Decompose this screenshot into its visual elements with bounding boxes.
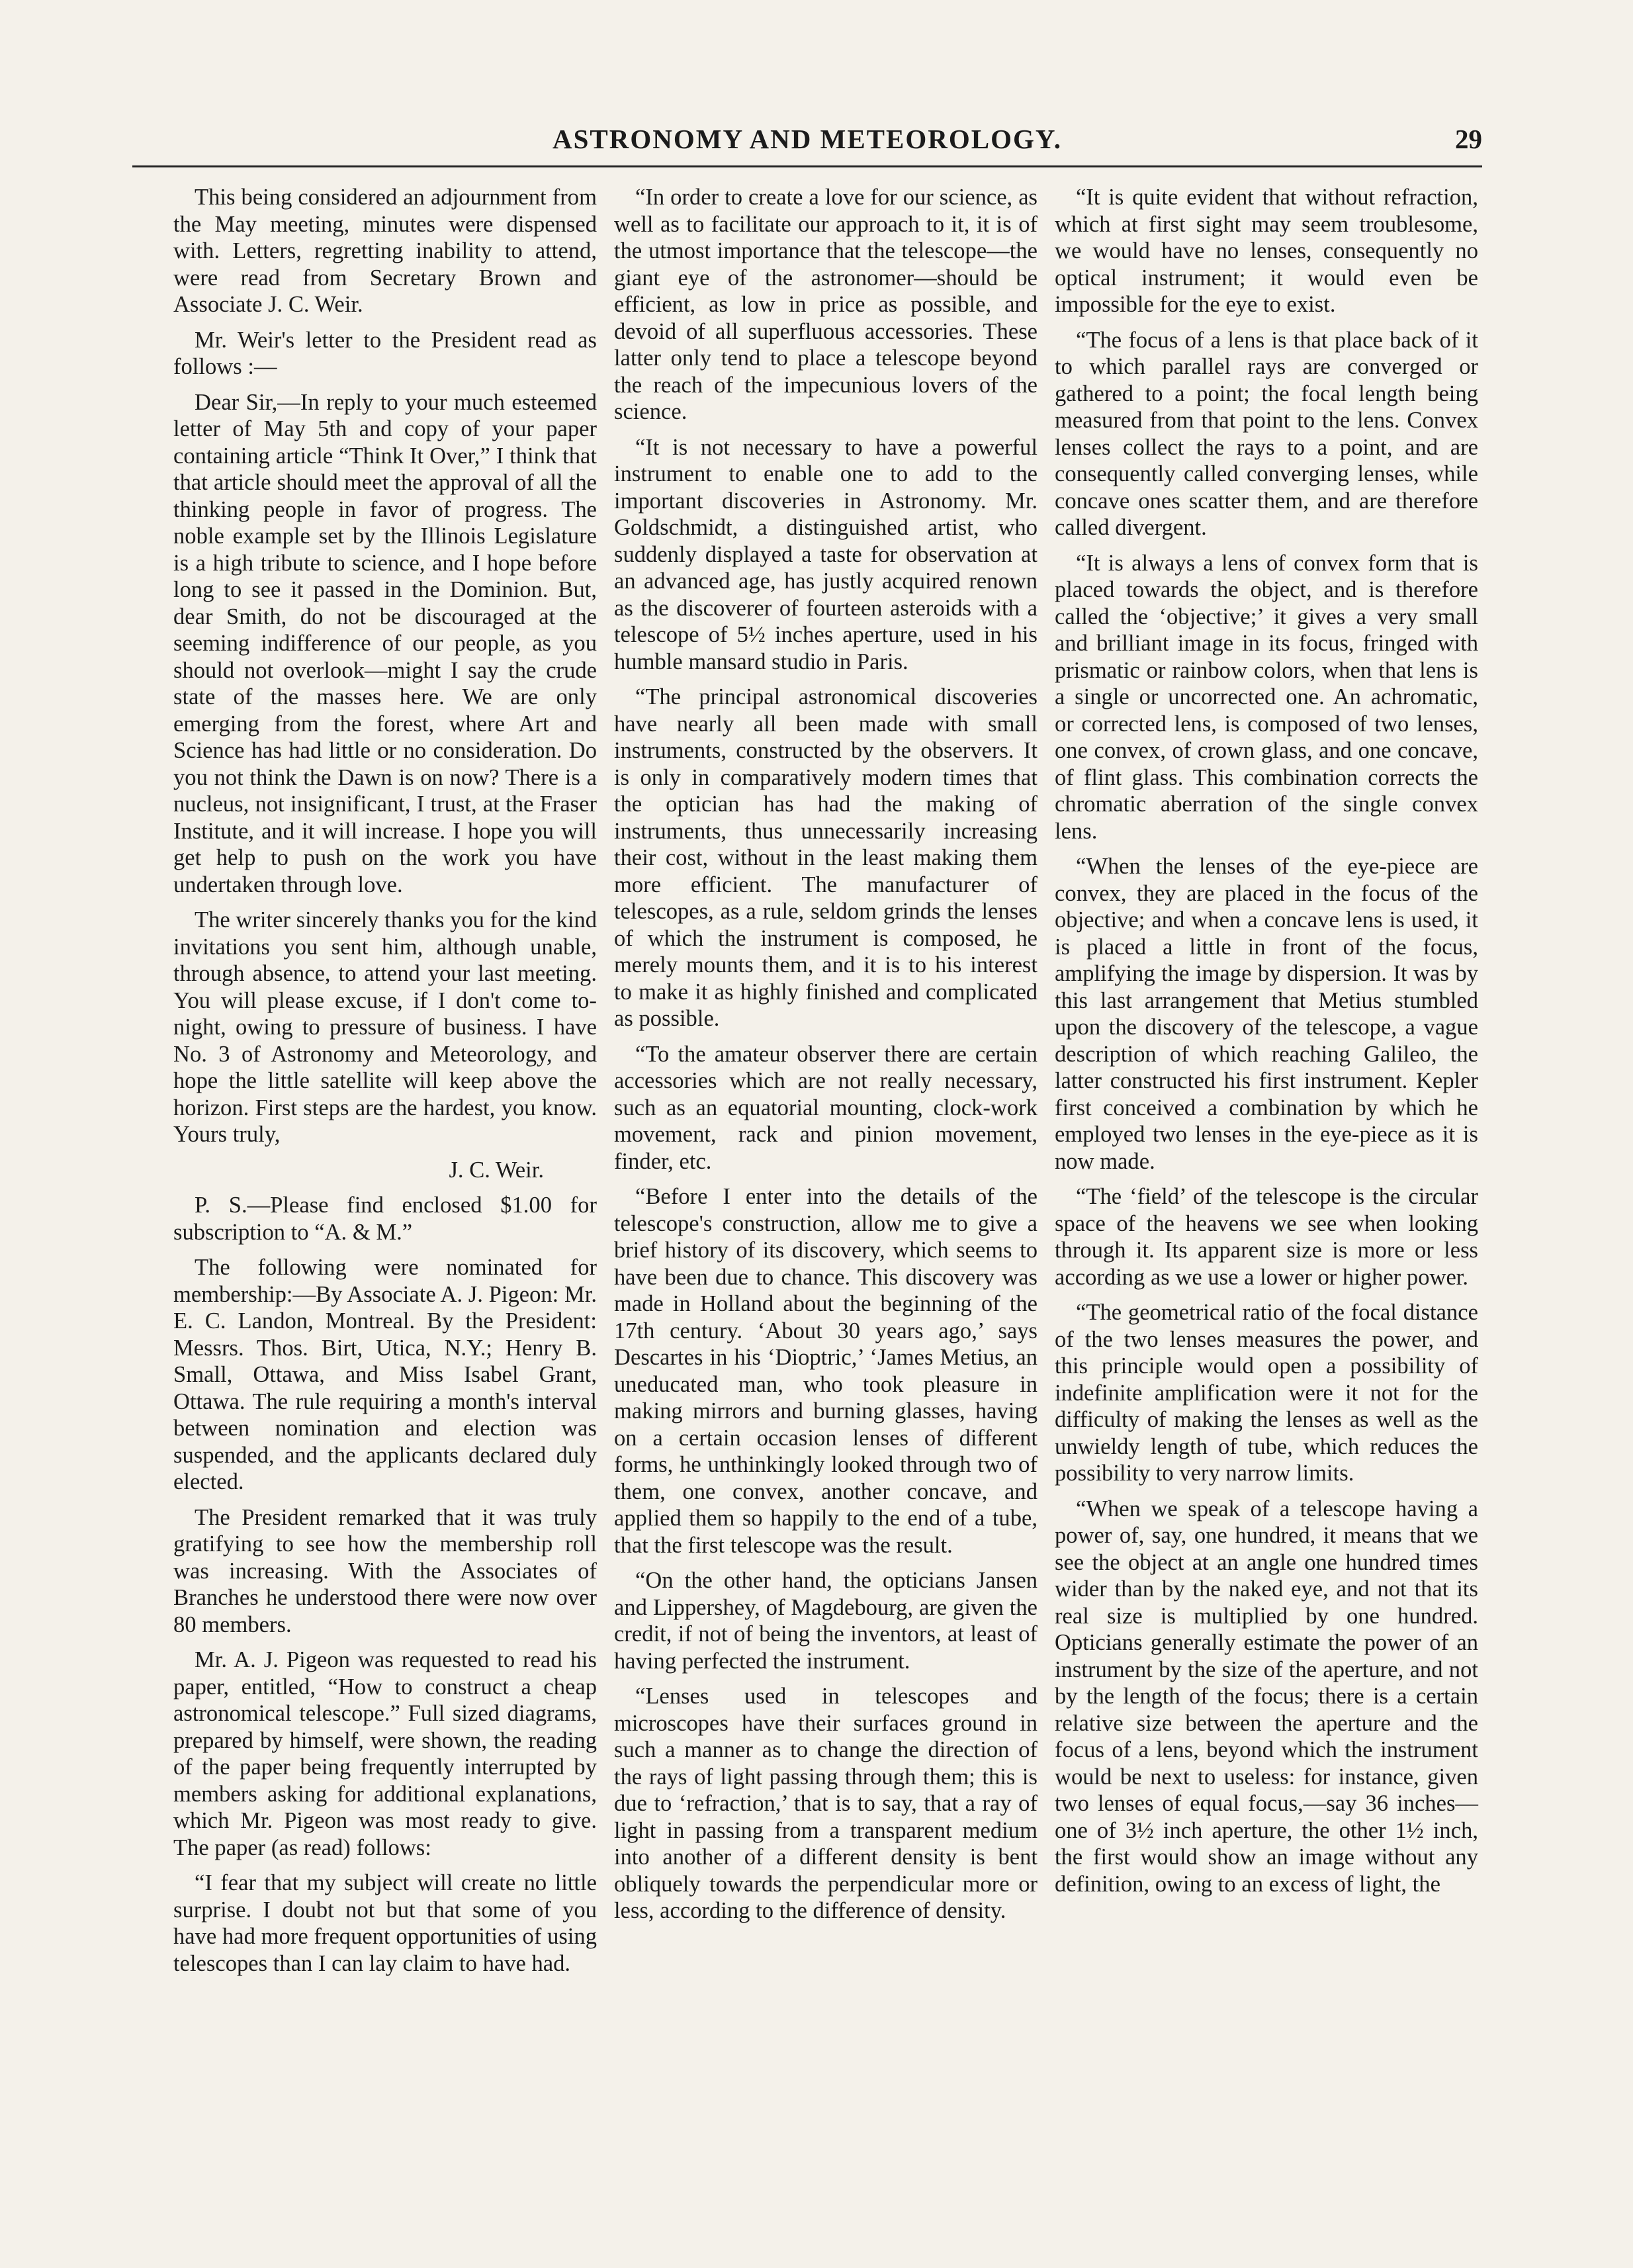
paragraph: P. S.—Please find enclosed $1.00 for subscription to “A. & M.” <box>173 1193 597 1245</box>
paragraph: “It is quite evident that without refraction, which at first sight may seem troublesome, we would have no lenses, consequently no optical instrument; it would even be impossible for the eye to exist. <box>1055 185 1478 317</box>
paragraph: “The principal astronomical discoveries have nearly all been made with small instruments, constructed by the observers. It is only in comparatively modern times that the optician has had the making of instruments, thus unnecessarily increasing their cost, without in the least making them more efficient. The manufacturer of telescopes, as a rule, seldom grinds the lenses of which the instrument is composed, he merely mounts them, and it is to his interest to make it as highly finished and complicated as possible. <box>614 684 1037 1031</box>
paragraph: “When the lenses of the eye-piece are convex, they are placed in the focus of the objective; and when a concave lens is used, it is placed a little in front of the focus, amplifying the image by dispersion. It was by this last arrangement that Metius stumbled upon the discovery of the telescope, a vague description of which reaching Galileo, the latter constructed his first instrument. Kepler first conceived a combination by which he employed two lenses in the eye-piece as it is now made. <box>1055 854 1478 1174</box>
paragraph: “It is not necessary to have a powerful instrument to enable one to add to the important discoveries in Astronomy. Mr. Goldschmidt, a distinguished artist, who suddenly displayed a taste for observation at an advanced age, has justly acquired renown as the discoverer of fourteen asteroids with a telescope of 5½ inches aperture, used in his humble mansard studio in Paris. <box>614 434 1037 674</box>
paragraph: “To the amateur observer there are certain accessories which are not really necessary, such as an equatorial mounting, clock-work movement, rack and pinion movement, finder, etc. <box>614 1041 1037 1174</box>
header-rule <box>132 165 1482 167</box>
running-head: ASTRONOMY AND METEOROLOGY. <box>552 124 1062 154</box>
text-column-1 <box>173 184 597 1985</box>
paragraph: The following were nominated for membership:—By Associate A. J. Pigeon: Mr. E. C. Landon, Montreal. By the President: Messrs. Thos. Birt, Utica, N.Y.; Henry B. Small, Ottawa, and Miss Isabel Grant, Ottawa. The rule requiring a month's interval between nomination and election was suspended, and the applicants declared duly elected. <box>173 1255 597 1494</box>
paragraph: “The ‘field’ of the telescope is the circular space of the heavens we see when looking through it. Its apparent size is more or less according as we use a lower or higher power. <box>1055 1184 1478 1290</box>
paragraph: “The focus of a lens is that place back of it to which parallel rays are converged or gathered to a point; the focal length being measured from that point to the lens. Convex lenses collect the rays to a point, and are consequently called converging lenses, while concave ones scatter them, and are therefore called divergent. <box>1055 327 1478 540</box>
paragraph: “I fear that my subject will create no little surprise. I doubt not but that some of you have had more frequent opportunities of using telescopes than I can lay claim to have had. <box>173 1870 597 1976</box>
paragraph: “Before I enter into the details of the telescope's construction, allow me to give a brief history of its discovery, which seems to have been due to chance. This discovery was made in Holland about the beginning of the 17th century. ‘About 30 years ago,’ says Descartes in his ‘Dioptric,’ ‘James Metius, an uneducated man, who took pleasure in making mirrors and burning glasses, having on a certain occasion lenses of different forms, he unthinkingly looked through two of them, one convex, another concave, and applied them so happily to the end of a tube, that the first telescope was the result. <box>614 1184 1037 1558</box>
paragraph: “On the other hand, the opticians Jansen and Lippershey, of Magdebourg, are given the credit, if not of being the inventors, at least of having perfected the instrument. <box>614 1568 1037 1674</box>
paragraph: “When we speak of a telescope having a power of, say, one hundred, it means that we see the object at an angle one hundred times wider than by the naked eye, and not that its real size is multiplied by one hundred. Opticians generally estimate the power of an instrument by the size of the aperture, and not by the length of the focus; there is a certain relative size between the aperture and the focus of a lens, beyond which the instrument would be next to useless: for instance, given two lenses of equal focus,—say 36 inches—one of 3½ inch aperture, the other 1½ inch, the first would show an image without any definition, owing to an excess of light, the <box>1055 1496 1478 1897</box>
signature: J. C. Weir. <box>449 1157 544 1183</box>
paragraph: “It is always a lens of convex form that is placed towards the object, and is therefore called the ‘objective;’ it gives a very small and brilliant image in its focus, fringed with prismatic or rainbow colors, when that lens is a single or uncorrected one. An achromatic, or corrected lens, is composed of two lenses, one convex, of crown glass, and one concave, of flint glass. This combination corrects the chromatic aberration of the single convex lens. <box>1055 550 1478 844</box>
paragraph: “The geometrical ratio of the focal distance of the two lenses measures the power, and this principle would open a possibility of indefinite amplification were it not for the difficulty of making the lenses as well as the unwieldy length of tube, which reduces the possibility to very narrow limits. <box>1055 1300 1478 1486</box>
paragraph: “Lenses used in telescopes and microscopes have their surfaces ground in such a manner as to change the direction of the rays of light passing through them; this is due to ‘refraction,’ that is to say, that a ray of light in passing from a transparent medium into another of a different density is bent obliquely towards the perpendicular more or less, according to the difference of density. <box>614 1684 1037 1923</box>
paragraph: This being considered an adjournment from the May meeting, minutes were dispensed with. Letters, regretting inability to attend, were read from Secretary Brown and Associate J. C. Weir. <box>173 185 597 317</box>
page-header <box>132 111 1482 164</box>
paragraph: The writer sincerely thanks you for the kind invitations you sent him, although unable, through absence, to attend your last meeting. You will please excuse, if I don't come to-night, owing to pressure of business. I have No. 3 of Astronomy and Meteorology, and hope the little satellite will keep above the horizon. First steps are the hardest, you know. Yours truly, <box>173 907 597 1147</box>
paragraph: The President remarked that it was truly gratifying to see how the membership roll was increasing. With the Associates of Branches he understood there were now over 80 members. <box>173 1504 597 1637</box>
paragraph: Mr. Weir's letter to the President read as follows :— <box>173 327 597 379</box>
page-number: 29 <box>1455 124 1482 154</box>
paragraph: “In order to create a love for our science, as well as to facilitate our approach to it, it is of the utmost importance that the telescope—the giant eye of the astronomer—should be efficient, as low in price as possible, and devoid of all superfluous accessories. These latter only tend to place a telescope beyond the reach of the impecunious lovers of the science. <box>614 185 1037 424</box>
paragraph: Dear Sir,—In reply to your much esteemed letter of May 5th and copy of your paper containing article “Think It Over,” I think that that article should meet the approval of all the thinking people in favor of progress. The noble example set by the Illinois Legislature is a high tribute to science, and I hope before long to see it passed in the Dominion. But, dear Smith, do not be discouraged at the seeming indifference of our people, as you should not overlook—might I say the crude state of the masses here. We are only emerging from the forest, where Art and Science has had little or no consideration. Do you not think the Dawn is on now? There is a nucleus, not insignificant, I trust, at the Fraser Institute, and it will increase. I hope you will get help to push on the work you have undertaken through love. <box>173 389 597 897</box>
paragraph: Mr. A. J. Pigeon was requested to read his paper, entitled, “How to construct a cheap astronomical telescope.” Full sized diagrams, prepared by himself, were shown, the reading of the paper being frequently interrupted by members asking for additional explanations, which Mr. Pigeon was most ready to give. The paper (as read) follows: <box>173 1647 597 1860</box>
text-column-2 <box>614 184 1037 1933</box>
text-column-3 <box>1055 184 1478 1906</box>
